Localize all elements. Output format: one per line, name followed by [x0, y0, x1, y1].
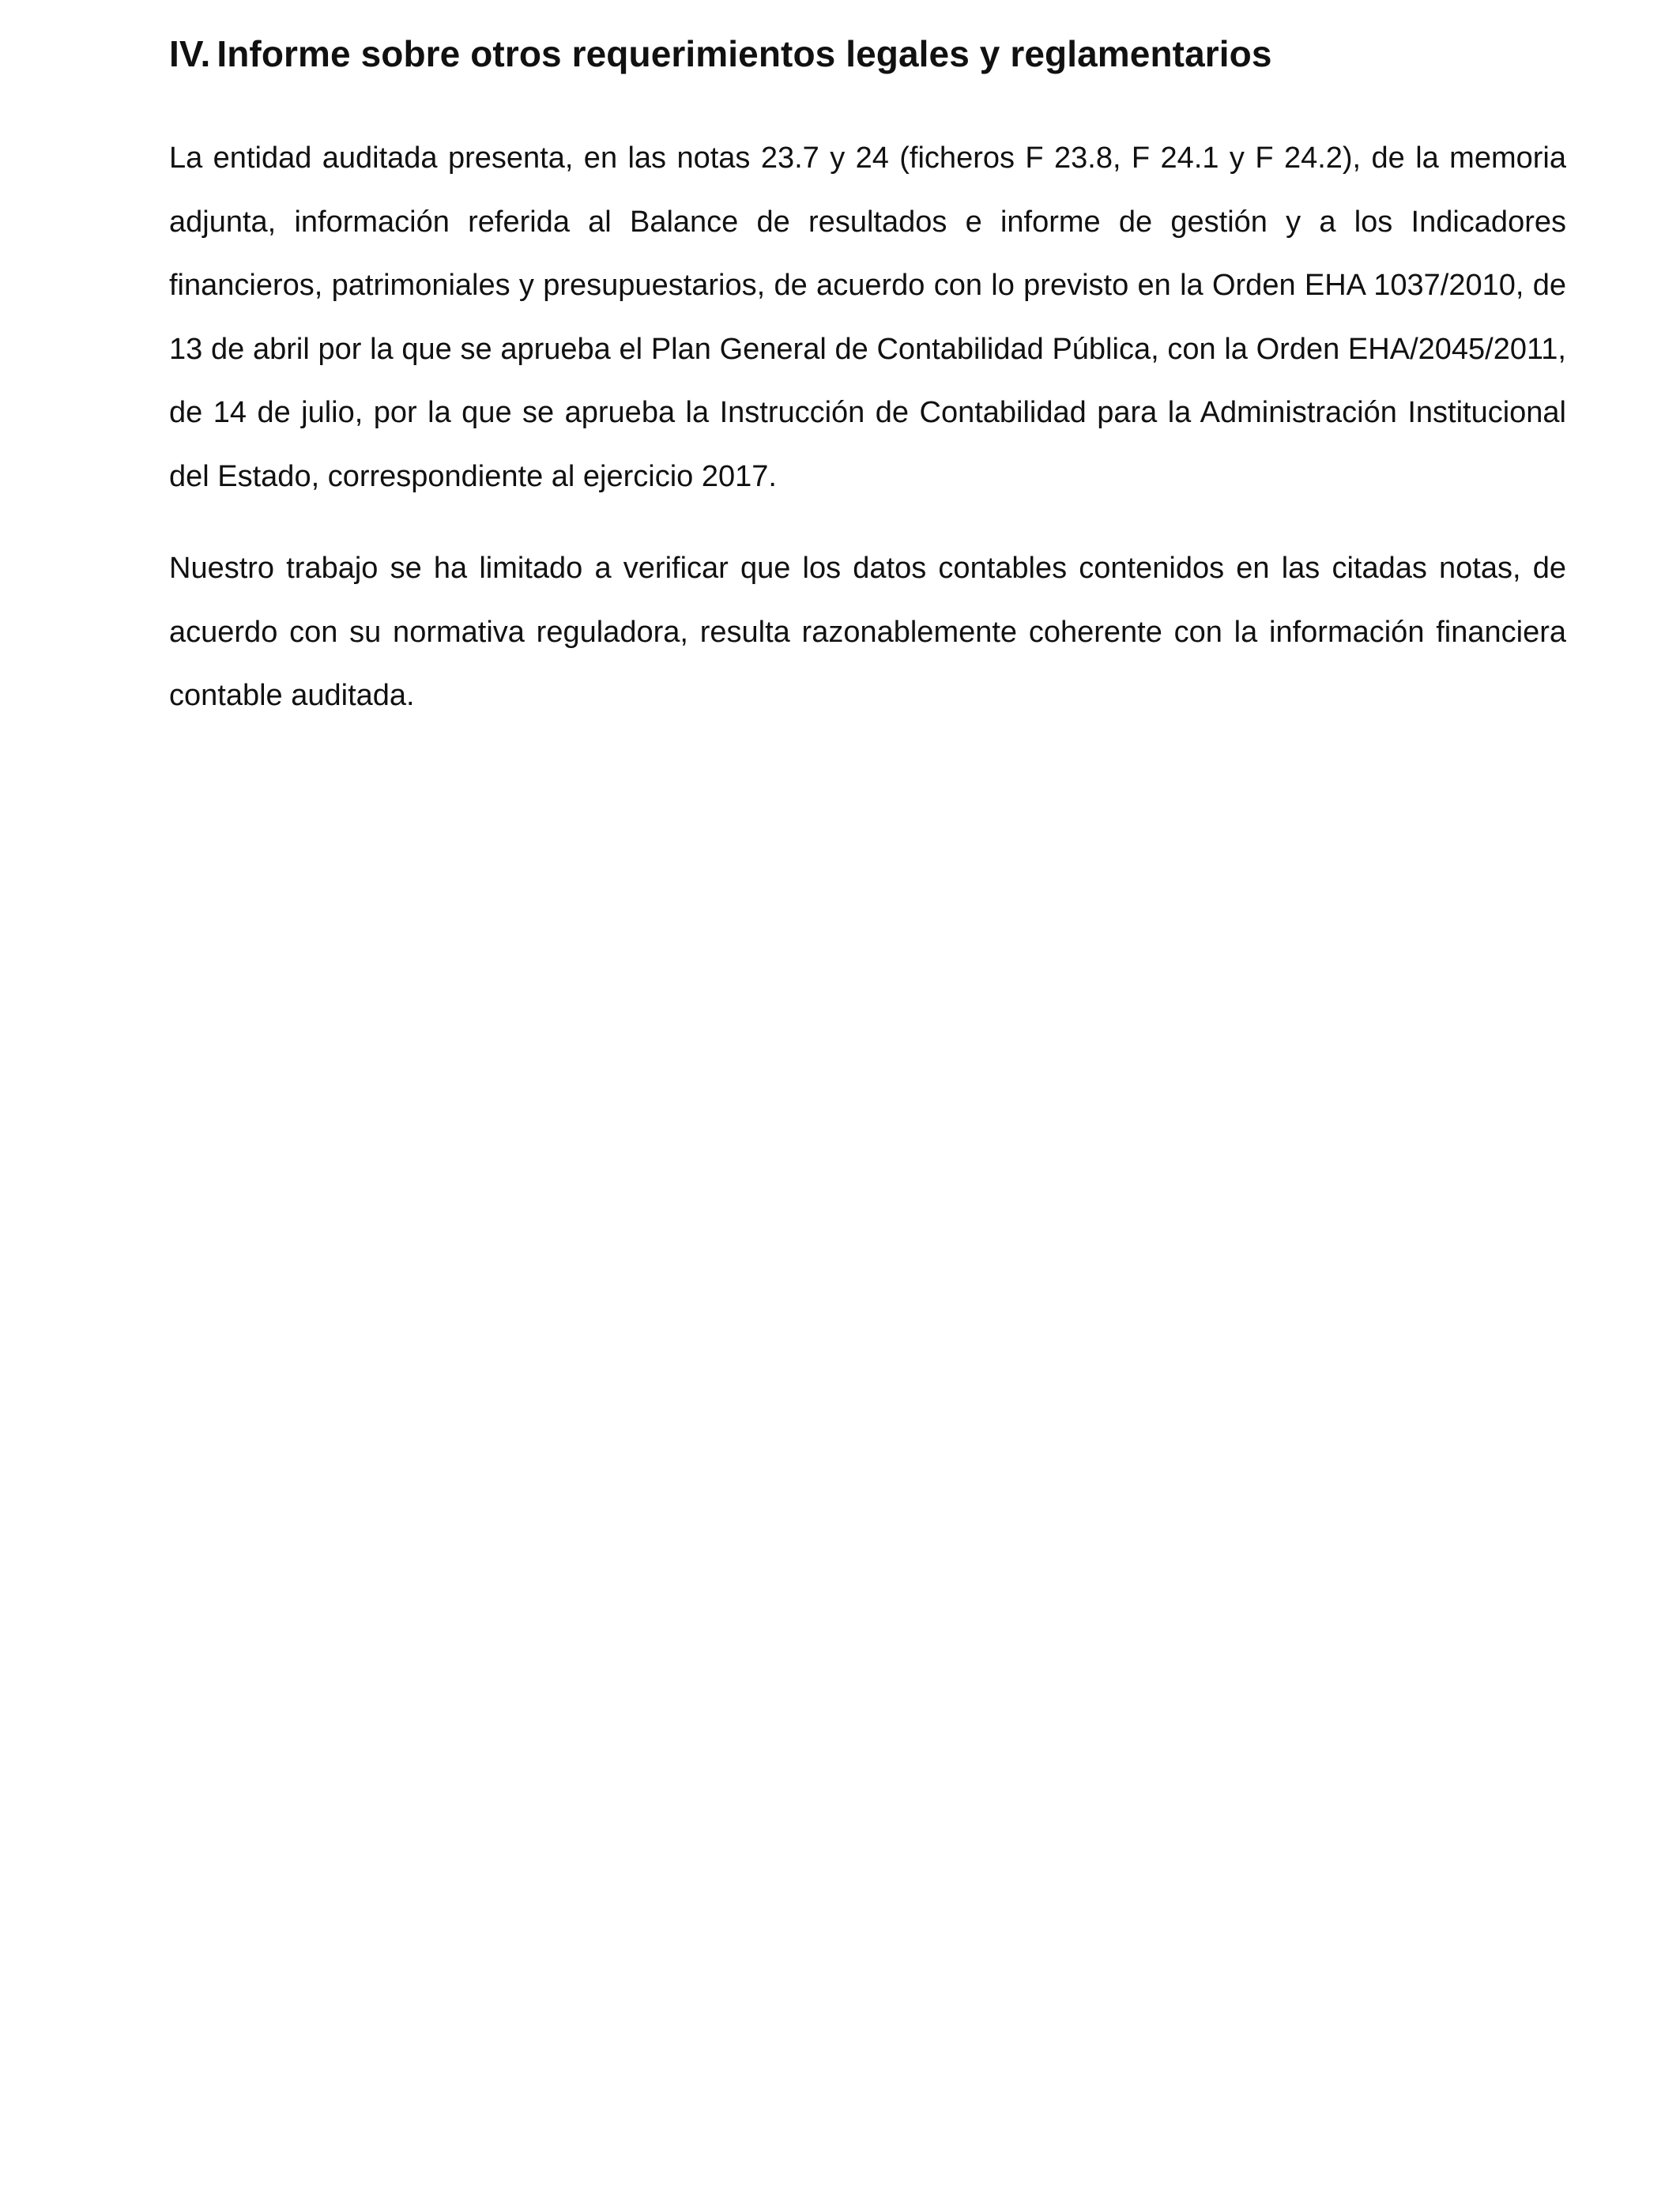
section-title: Informe sobre otros requerimientos legales y reglamentarios [217, 33, 1272, 74]
page-content [169, 28, 1566, 728]
section-heading [169, 28, 1566, 79]
paragraph-scope-of-work: Nuestro trabajo se ha limitado a verificar que los datos contables contenidos en las citadas notas, de acuerdo con su normativa reguladora, resulta razonablemente coherente con la información financiera contable auditada. [169, 552, 1566, 712]
paragraph-notes-information: La entidad auditada presenta, en las notas 23.7 y 24 (ficheros F 23.8, F 24.1 y F 24.2), de la memoria adjunta, información referida al Balance de resultados e informe de gestión y a los Indicadores financieros, patrimoniales y presupuestarios, de acuerdo con lo previsto en la Orden EHA 1037/2010, de 13 de abril por la que se aprueba el Plan General de Contabilidad Pública, con la Orden EHA/2045/2011, de 14 de julio, por la que se aprueba la Instrucción de Contabilidad para la Administración Institucional del Estado, correspondiente al ejercicio 2017. [169, 141, 1566, 493]
section-number: IV. [169, 33, 211, 74]
